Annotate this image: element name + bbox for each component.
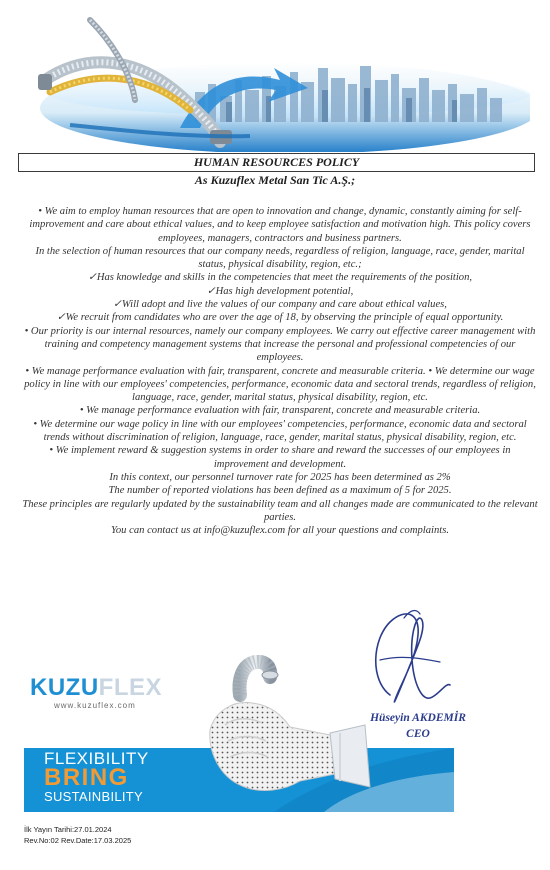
first-publish-date: İlk Yayın Tarihi:27.01.2024	[24, 825, 112, 834]
policy-paragraph: The number of reported violations has been defined as a maximum of 5 for 2025.	[108, 485, 452, 497]
logo-part-kuzu: KUZU	[30, 674, 99, 701]
policy-paragraph: • We manage performance evaluation with fair, transparent, concrete and measurable criteria. • We determine our wage policy in line with our employees' competencies, performance, economic data and sectoral trends, regardless of religion, language, race, gender, marital status, physical disability, region, etc.	[24, 365, 536, 404]
logo-part-flex: FLEX	[98, 674, 162, 701]
policy-paragraph: • We determine our wage policy in line with our employees' competencies, performance, economic data and sectoral trends without discrimination of religion, language, race, gender, marital status, physical disability, region, etc.	[33, 418, 527, 444]
policy-paragraph: • We aim to employ human resources that are open to innovation and change, dynamic, constantly aiming for self-improvement and care about ethical values, and to keep employee satisfaction and motivation high. This policy covers employees, managers, contractors and business partners.	[29, 206, 531, 244]
slogan-line-sustainbility: SUSTAINBILITY	[44, 789, 144, 804]
ceo-title: CEO	[406, 728, 430, 740]
policy-body	[22, 205, 538, 537]
policy-checkmark-item: ✓Has high development potential,	[206, 285, 354, 297]
slogan	[44, 750, 214, 803]
ceo-name: Hüseyin AKDEMİR	[370, 712, 466, 724]
signature-scribble	[360, 600, 455, 710]
slogan-line-flexibility: FLEXIBILITY	[44, 749, 149, 768]
policy-checkmark-item: ✓We recruit from candidates who are over the age of 18, by observing the principle of equal opportunity.	[56, 312, 504, 324]
policy-checkmark-item: ✓Will adopt and live the values of our company and care about ethical values,	[113, 299, 447, 311]
company-subtitle: As Kuzuflex Metal San Tic A.Ş.;	[194, 173, 356, 187]
policy-paragraph: • We manage performance evaluation with fair, transparent, concrete and measurable criteria.	[79, 405, 481, 417]
banner-illustration	[30, 10, 530, 152]
header-banner	[30, 10, 530, 152]
policy-paragraph: • We implement reward & suggestion systems in order to share and reward the successes of our employees in improvement and development.	[49, 445, 511, 470]
slogan-line-bring: BRING	[44, 764, 129, 791]
policy-paragraph: In the selection of human resources that our company needs, regardless of religion, language, race, gender, marital status, physical disability, region, etc.;	[35, 245, 525, 271]
policy-checkmark-item: ✓Has knowledge and skills in the competencies that meet the requirements of the position,	[87, 272, 473, 284]
policy-title: HUMAN RESOURCES POLICY	[18, 153, 535, 172]
logo-website: www.kuzuflex.com	[54, 701, 136, 710]
revision-info: Rev.No:02 Rev.Date:17.03.2025	[24, 836, 132, 845]
policy-paragraph: These principles are regularly updated by the sustainability team and all changes made are communicated to the relevant parties.	[22, 498, 538, 523]
policy-paragraph: In this context, our personnel turnover rate for 2025 has been determined as 2%	[109, 471, 451, 483]
logo-wordmark	[30, 675, 180, 701]
ceo-signature-image	[360, 600, 455, 710]
policy-paragraph: • Our priority is our internal resources, namely our company employees. We carry out effective career management with training and competency management systems that increase the personal and professional competencies of our employees.	[24, 325, 536, 364]
kuzuflex-logo	[30, 675, 180, 720]
policy-contact: You can contact us at info@kuzuflex.com for all your questions and complaints.	[110, 525, 450, 537]
